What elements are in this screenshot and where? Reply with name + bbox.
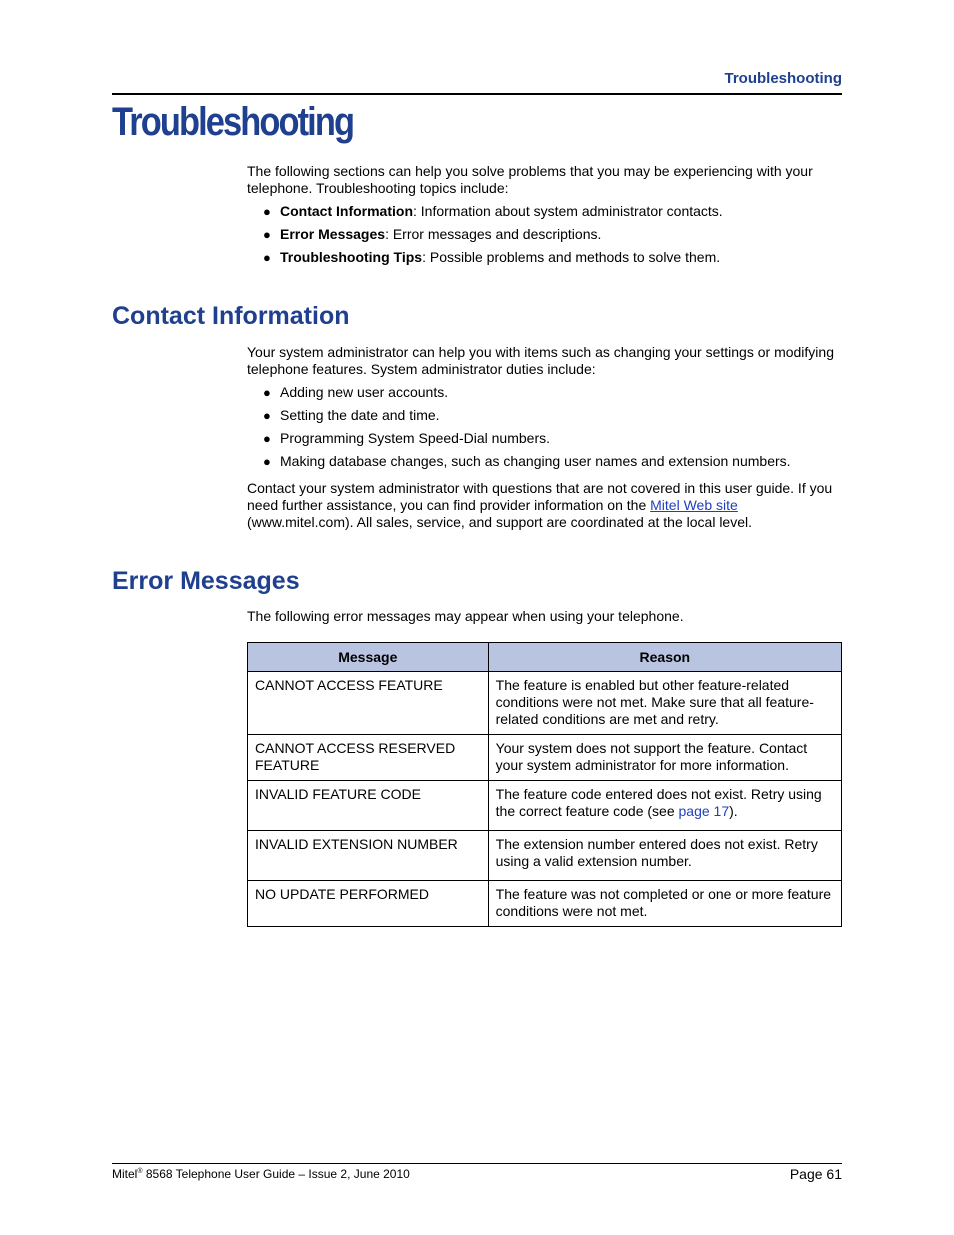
bullet-icon: ● <box>263 227 271 242</box>
footer-rule <box>112 1163 842 1164</box>
column-header-message: Message <box>248 643 489 672</box>
message-cell: CANNOT ACCESS RESERVED FEATURE <box>248 735 489 781</box>
contact-text: Your system administrator can help you with items such as changing your settings or modifying telephone features. System administrator duties include: <box>247 344 834 377</box>
list-item <box>247 430 842 447</box>
running-header: Troubleshooting <box>724 70 842 87</box>
topic-list <box>247 203 842 266</box>
table-row <box>248 735 842 781</box>
reason-cell: The extension number entered does not exist. Retry using a valid extension number. <box>488 831 841 881</box>
contact-paragraph <box>247 480 842 531</box>
duty-text: Making database changes, such as changing user names and extension numbers. <box>280 453 791 469</box>
header-rule <box>112 93 842 95</box>
bullet-icon: ● <box>263 431 271 446</box>
intro-section <box>247 163 842 266</box>
message-cell: CANNOT ACCESS FEATURE <box>248 672 489 735</box>
page-number: Page 61 <box>789 1166 842 1182</box>
table-header-row <box>248 643 842 672</box>
bullet-icon: ● <box>263 204 271 219</box>
table-row <box>248 831 842 881</box>
message-cell: NO UPDATE PERFORMED <box>248 881 489 927</box>
page-title: Troubleshooting <box>112 100 354 144</box>
bullet-icon: ● <box>263 454 271 469</box>
errors-intro-text: The following error messages may appear when using your telephone. <box>247 608 684 624</box>
contact-section <box>247 344 842 531</box>
topic-term: Contact Information <box>280 203 413 219</box>
reason-cell <box>488 781 841 831</box>
contact-heading: Contact Information <box>112 302 350 330</box>
bullet-icon: ● <box>263 408 271 423</box>
reason-cell: The feature was not completed or one or more feature conditions were not met. <box>488 881 841 927</box>
topic-term: Troubleshooting Tips <box>280 249 423 265</box>
duty-text: Setting the date and time. <box>280 407 440 423</box>
bullet-icon: ● <box>263 385 271 400</box>
footer-guide-text: 8568 Telephone User Guide – Issue 2, June 2010 <box>142 1167 410 1181</box>
table-row <box>248 781 842 831</box>
list-item <box>247 453 842 470</box>
column-header-reason: Reason <box>488 643 841 672</box>
error-messages-table <box>247 642 842 927</box>
table-row <box>248 881 842 927</box>
contact-para-start: Contact your system administrator with questions that are not covered in this user guide. If you need further assistance, you can find provider information on the <box>247 480 833 513</box>
list-item <box>247 407 842 424</box>
topic-desc: : Possible problems and methods to solve them. <box>422 249 721 265</box>
list-item <box>247 249 842 266</box>
error-messages-heading: Error Messages <box>112 567 300 595</box>
contact-para-end: (www.mitel.com). All sales, service, and support are coordinated at the local level. <box>247 514 753 530</box>
message-cell: INVALID EXTENSION NUMBER <box>248 831 489 881</box>
errors-intro <box>247 608 842 625</box>
page-17-link[interactable]: page 17 <box>678 803 730 819</box>
table-row <box>248 672 842 735</box>
list-item <box>247 384 842 401</box>
topic-term: Error Messages <box>280 226 386 242</box>
reason-cell: Your system does not support the feature. Contact your system administrator for more information. <box>488 735 841 781</box>
reason-text: The feature code entered does not exist. Retry using the correct feature code (see <box>495 786 822 819</box>
duty-list <box>247 384 842 470</box>
list-item <box>247 226 842 243</box>
duty-text: Adding new user accounts. <box>280 384 449 400</box>
topic-desc: : Information about system administrator contacts. <box>413 203 723 219</box>
bullet-icon: ● <box>263 250 271 265</box>
registered-mark: ® <box>137 1168 143 1175</box>
mitel-web-site-link[interactable]: Mitel Web site <box>650 497 738 513</box>
footer-brand: Mitel <box>112 1167 138 1181</box>
message-cell: INVALID FEATURE CODE <box>248 781 489 831</box>
reason-cell: The feature is enabled but other feature-related conditions were not met. Make sure that all feature-related conditions are met and retry. <box>488 672 841 735</box>
reason-text-end: ). <box>729 803 738 819</box>
duty-text: Programming System Speed-Dial numbers. <box>280 430 550 446</box>
list-item <box>247 203 842 220</box>
intro-text: The following sections can help you solve problems that you may be experiencing with your telephone. Troubleshooting topics include: <box>247 163 813 196</box>
topic-desc: : Error messages and descriptions. <box>385 226 602 242</box>
